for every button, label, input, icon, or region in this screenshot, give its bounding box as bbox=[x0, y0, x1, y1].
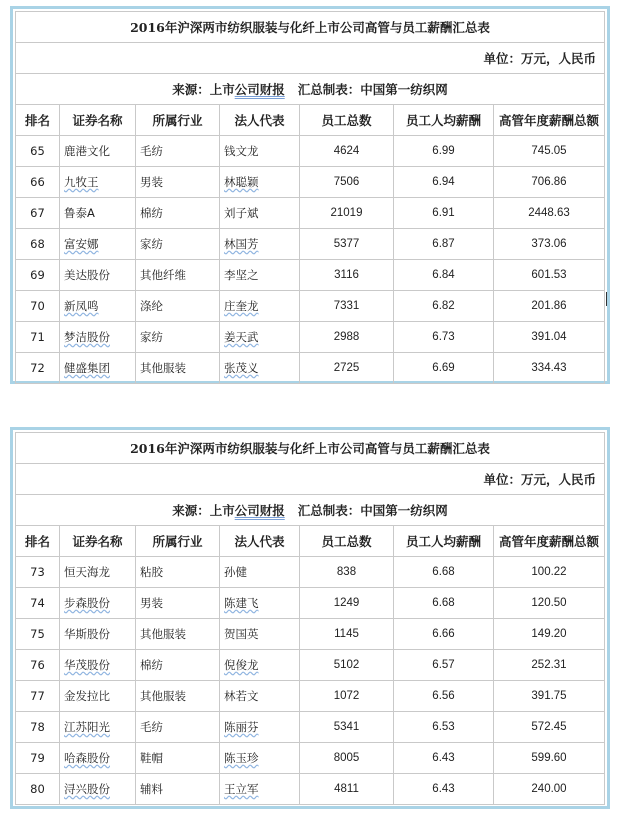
cell-rank: 68 bbox=[16, 229, 60, 260]
cell-rep-text: 张茂义 bbox=[224, 361, 259, 375]
cell-employees: 1072 bbox=[300, 681, 394, 712]
unit-note: 单位：万元，人民币 bbox=[16, 464, 605, 495]
cell-rank: 65 bbox=[16, 136, 60, 167]
table-title: 2016年沪深两市纺织服装与化纤上市公司高管与员工薪酬汇总表 bbox=[16, 12, 605, 43]
cell-name bbox=[60, 588, 136, 619]
cell-avg-pay: 6.73 bbox=[394, 322, 494, 353]
cell-exec-total: 240.00 bbox=[494, 774, 605, 805]
cell-rank: 70 bbox=[16, 291, 60, 322]
cell-exec-total: 706.86 bbox=[494, 167, 605, 198]
cell-rep: 孙健 bbox=[220, 557, 300, 588]
cell-exec-total: 149.20 bbox=[494, 619, 605, 650]
table-row bbox=[16, 198, 605, 229]
cell-rank: 73 bbox=[16, 557, 60, 588]
cell-rep-text: 王立军 bbox=[224, 782, 259, 796]
cell-exec-total: 572.45 bbox=[494, 712, 605, 743]
cell-name-text: 哈森股份 bbox=[64, 751, 110, 765]
cell-exec-total: 391.75 bbox=[494, 681, 605, 712]
cell-rep bbox=[220, 588, 300, 619]
cell-exec-total: 252.31 bbox=[494, 650, 605, 681]
cell-exec-total: 601.53 bbox=[494, 260, 605, 291]
table-row bbox=[16, 557, 605, 588]
cell-exec-total: 2448.63 bbox=[494, 198, 605, 229]
cell-name-text: 梦洁股份 bbox=[64, 330, 110, 344]
cell-employees: 8005 bbox=[300, 743, 394, 774]
cell-rep bbox=[220, 322, 300, 353]
table-title: 2016年沪深两市纺织服装与化纤上市公司高管与员工薪酬汇总表 bbox=[16, 433, 605, 464]
cell-employees: 5341 bbox=[300, 712, 394, 743]
cell-industry: 棉纺 bbox=[136, 650, 220, 681]
cell-rank: 72 bbox=[16, 353, 60, 384]
source-line bbox=[16, 74, 605, 105]
cell-rep: 刘子斌 bbox=[220, 198, 300, 229]
table-row bbox=[16, 681, 605, 712]
salary-table-2 bbox=[15, 432, 605, 805]
cell-exec-total: 120.50 bbox=[494, 588, 605, 619]
cell-rank: 74 bbox=[16, 588, 60, 619]
cell-name-text: 浔兴股份 bbox=[64, 782, 110, 796]
cell-rank: 66 bbox=[16, 167, 60, 198]
cell-name bbox=[60, 229, 136, 260]
cell-rep bbox=[220, 353, 300, 384]
cell-name-text: 健盛集团 bbox=[64, 361, 110, 375]
cell-industry: 男装 bbox=[136, 588, 220, 619]
header-exec-total: 高管年度薪酬总额 bbox=[494, 526, 605, 557]
cell-name bbox=[60, 743, 136, 774]
cell-employees: 4624 bbox=[300, 136, 394, 167]
table-row bbox=[16, 619, 605, 650]
cell-employees: 7331 bbox=[300, 291, 394, 322]
cell-rank: 67 bbox=[16, 198, 60, 229]
cell-rep-text: 庄奎龙 bbox=[224, 299, 259, 313]
header-rank: 排名 bbox=[16, 105, 60, 136]
cell-avg-pay: 6.43 bbox=[394, 743, 494, 774]
header-exec-total: 高管年度薪酬总额 bbox=[494, 105, 605, 136]
cell-exec-total: 745.05 bbox=[494, 136, 605, 167]
cell-employees: 5377 bbox=[300, 229, 394, 260]
cell-name bbox=[60, 167, 136, 198]
cell-avg-pay: 6.69 bbox=[394, 353, 494, 384]
cell-rank: 79 bbox=[16, 743, 60, 774]
cell-rep bbox=[220, 291, 300, 322]
cell-rep-text: 陈丽芬 bbox=[224, 720, 259, 734]
cell-name-text: 华茂股份 bbox=[64, 658, 110, 672]
cell-rep-text: 姜天武 bbox=[224, 330, 259, 344]
cell-avg-pay: 6.94 bbox=[394, 167, 494, 198]
header-avg-pay: 员工人均薪酬 bbox=[394, 526, 494, 557]
cell-avg-pay: 6.82 bbox=[394, 291, 494, 322]
cell-name-text: 新凤鸣 bbox=[64, 299, 99, 313]
cell-name bbox=[60, 774, 136, 805]
cell-name bbox=[60, 353, 136, 384]
cell-rep: 钱文龙 bbox=[220, 136, 300, 167]
cell-industry: 辅料 bbox=[136, 774, 220, 805]
source-link[interactable]: 公司财报 bbox=[234, 503, 285, 518]
cell-name: 恒天海龙 bbox=[60, 557, 136, 588]
salary-table-panel-2 bbox=[10, 427, 610, 809]
header-rank: 排名 bbox=[16, 526, 60, 557]
cell-industry: 鞋帽 bbox=[136, 743, 220, 774]
salary-table-1-body bbox=[16, 12, 605, 384]
cell-name bbox=[60, 322, 136, 353]
source-prefix: 来源：上市 bbox=[172, 503, 235, 518]
cell-name bbox=[60, 650, 136, 681]
cell-name-text: 富安娜 bbox=[64, 237, 99, 251]
source-line bbox=[16, 495, 605, 526]
cell-employees: 1145 bbox=[300, 619, 394, 650]
table-row bbox=[16, 353, 605, 384]
cell-rep bbox=[220, 712, 300, 743]
cell-rep: 贺国英 bbox=[220, 619, 300, 650]
cell-employees: 1249 bbox=[300, 588, 394, 619]
cell-name-text: 江苏阳光 bbox=[64, 720, 110, 734]
cell-employees: 7506 bbox=[300, 167, 394, 198]
cell-industry: 家纺 bbox=[136, 322, 220, 353]
cell-exec-total: 100.22 bbox=[494, 557, 605, 588]
cell-exec-total: 334.43 bbox=[494, 353, 605, 384]
cell-name bbox=[60, 712, 136, 743]
header-employees: 员工总数 bbox=[300, 526, 394, 557]
cell-rep-text: 陈玉珍 bbox=[224, 751, 259, 765]
cell-rank: 69 bbox=[16, 260, 60, 291]
cell-employees: 4811 bbox=[300, 774, 394, 805]
cell-rep: 李坚之 bbox=[220, 260, 300, 291]
header-avg-pay: 员工人均薪酬 bbox=[394, 105, 494, 136]
cell-rank: 77 bbox=[16, 681, 60, 712]
cell-industry: 涤纶 bbox=[136, 291, 220, 322]
cell-name: 鹿港文化 bbox=[60, 136, 136, 167]
table-row bbox=[16, 743, 605, 774]
cell-employees: 2725 bbox=[300, 353, 394, 384]
cell-name: 金发拉比 bbox=[60, 681, 136, 712]
table-row bbox=[16, 229, 605, 260]
cell-industry: 其他服装 bbox=[136, 353, 220, 384]
cell-industry: 毛纺 bbox=[136, 136, 220, 167]
cell-avg-pay: 6.53 bbox=[394, 712, 494, 743]
cell-avg-pay: 6.84 bbox=[394, 260, 494, 291]
cell-exec-total: 599.60 bbox=[494, 743, 605, 774]
cell-rep-text: 林聪颖 bbox=[224, 175, 259, 189]
cell-avg-pay: 6.68 bbox=[394, 557, 494, 588]
cell-avg-pay: 6.99 bbox=[394, 136, 494, 167]
cell-industry: 棉纺 bbox=[136, 198, 220, 229]
cell-rep-text: 陈建飞 bbox=[224, 596, 259, 610]
table-row bbox=[16, 322, 605, 353]
table-row bbox=[16, 167, 605, 198]
cell-rep bbox=[220, 229, 300, 260]
source-suffix: 汇总制表：中国第一纺织网 bbox=[297, 503, 448, 518]
cell-employees: 838 bbox=[300, 557, 394, 588]
cell-rep bbox=[220, 167, 300, 198]
table-row bbox=[16, 260, 605, 291]
cell-rep-text: 倪俊龙 bbox=[224, 658, 259, 672]
salary-table-2-body bbox=[16, 433, 605, 805]
cell-employees: 21019 bbox=[300, 198, 394, 229]
cell-rep: 林若文 bbox=[220, 681, 300, 712]
cell-industry: 其他服装 bbox=[136, 619, 220, 650]
cell-exec-total: 391.04 bbox=[494, 322, 605, 353]
cell-rank: 80 bbox=[16, 774, 60, 805]
cell-avg-pay: 6.56 bbox=[394, 681, 494, 712]
cell-employees: 3116 bbox=[300, 260, 394, 291]
cell-employees: 5102 bbox=[300, 650, 394, 681]
cell-name: 美达股份 bbox=[60, 260, 136, 291]
header-name: 证券名称 bbox=[60, 105, 136, 136]
cell-rank: 71 bbox=[16, 322, 60, 353]
header-industry: 所属行业 bbox=[136, 526, 220, 557]
cell-avg-pay: 6.66 bbox=[394, 619, 494, 650]
source-prefix: 来源：上市 bbox=[172, 82, 235, 97]
cell-rank: 78 bbox=[16, 712, 60, 743]
cell-industry: 粘胶 bbox=[136, 557, 220, 588]
table-row bbox=[16, 650, 605, 681]
cell-avg-pay: 6.91 bbox=[394, 198, 494, 229]
header-name: 证券名称 bbox=[60, 526, 136, 557]
cell-name-text: 步森股份 bbox=[64, 596, 110, 610]
source-suffix: 汇总制表：中国第一纺织网 bbox=[297, 82, 448, 97]
header-employees: 员工总数 bbox=[300, 105, 394, 136]
cell-avg-pay: 6.87 bbox=[394, 229, 494, 260]
cell-rank: 76 bbox=[16, 650, 60, 681]
table-row bbox=[16, 588, 605, 619]
cell-industry: 其他服装 bbox=[136, 681, 220, 712]
header-rep: 法人代表 bbox=[220, 526, 300, 557]
header-industry: 所属行业 bbox=[136, 105, 220, 136]
cell-exec-total: 201.86 bbox=[494, 291, 605, 322]
cell-exec-total: 373.06 bbox=[494, 229, 605, 260]
table-row bbox=[16, 774, 605, 805]
table-row bbox=[16, 291, 605, 322]
cell-rep bbox=[220, 774, 300, 805]
table-row bbox=[16, 712, 605, 743]
header-rep: 法人代表 bbox=[220, 105, 300, 136]
salary-table-panel-1 bbox=[10, 6, 610, 384]
cell-rank: 75 bbox=[16, 619, 60, 650]
cell-name: 华斯股份 bbox=[60, 619, 136, 650]
unit-note: 单位：万元，人民币 bbox=[16, 43, 605, 74]
cell-name bbox=[60, 291, 136, 322]
table-row bbox=[16, 136, 605, 167]
cell-name-text: 九牧王 bbox=[64, 175, 99, 189]
source-link[interactable]: 公司财报 bbox=[234, 82, 285, 97]
salary-table-1 bbox=[15, 11, 605, 384]
cell-rep bbox=[220, 743, 300, 774]
cell-name: 鲁泰A bbox=[60, 198, 136, 229]
cell-industry: 家纺 bbox=[136, 229, 220, 260]
cell-industry: 男装 bbox=[136, 167, 220, 198]
cell-employees: 2988 bbox=[300, 322, 394, 353]
text-cursor bbox=[606, 292, 607, 306]
cell-industry: 毛纺 bbox=[136, 712, 220, 743]
cell-rep bbox=[220, 650, 300, 681]
cell-avg-pay: 6.43 bbox=[394, 774, 494, 805]
cell-avg-pay: 6.68 bbox=[394, 588, 494, 619]
cell-rep-text: 林国芳 bbox=[224, 237, 259, 251]
cell-industry: 其他纤维 bbox=[136, 260, 220, 291]
cell-avg-pay: 6.57 bbox=[394, 650, 494, 681]
